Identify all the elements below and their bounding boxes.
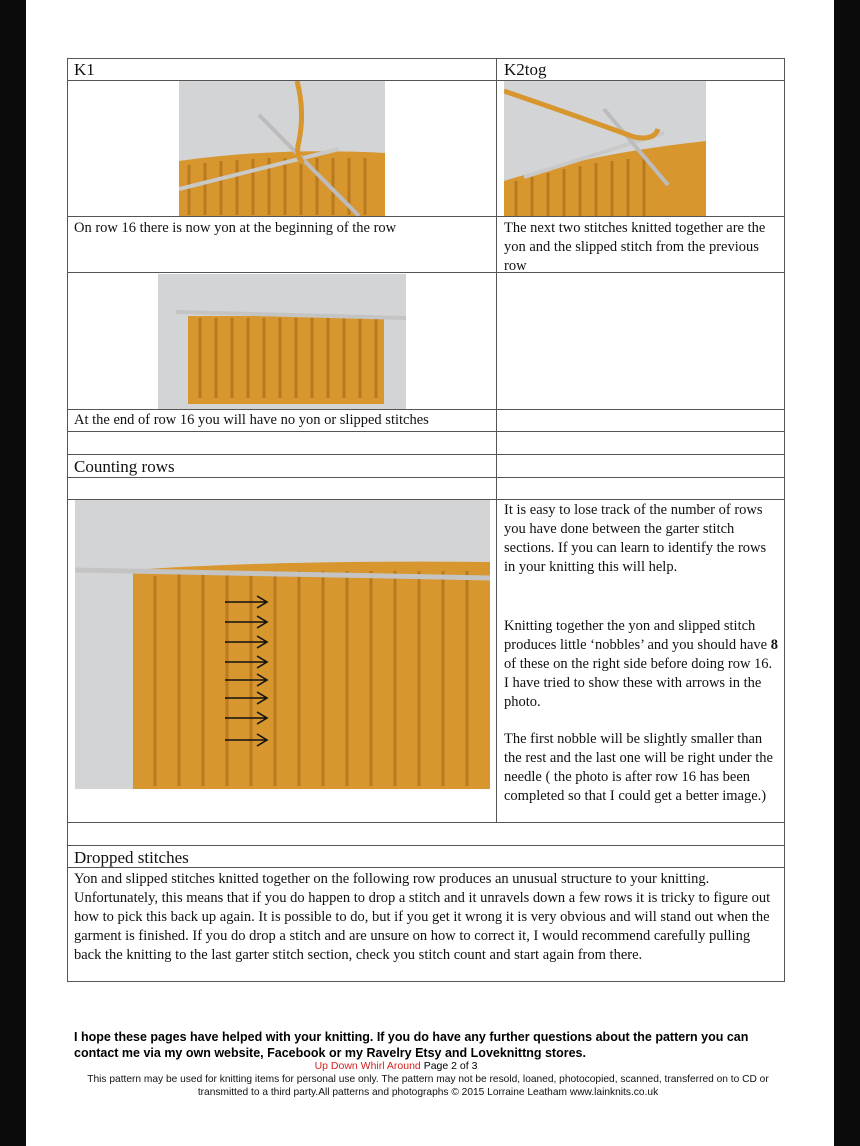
counting-rows-header: Counting rows — [74, 457, 175, 476]
copyright-notice: This pattern may be used for knitting items for personal use only. The pattern may not be resold, loaned, photocopied, scanned, transferred on to CD or transmitted to a third party.All patterns and photographs © 2015 Lorraine Leatham www.lainknits.co.uk — [87, 1074, 769, 1098]
nobble-count: 8 — [770, 637, 778, 653]
k2tog-photo — [504, 81, 706, 216]
k2tog-header: K2tog — [504, 60, 547, 79]
page-footer — [26, 1060, 766, 1073]
pattern-page — [26, 0, 834, 1146]
k1-header: K1 — [74, 60, 95, 79]
counting-para-3: The first nobble will be slightly smaller than the rest and the last one will be right under the needle ( the photo is after row 16 has been completed so that I could get a better image.) — [504, 731, 773, 804]
page-number: Page 2 of 3 — [420, 1060, 478, 1072]
end-row16-photo — [158, 274, 406, 409]
pattern-name: Up Down Whirl Around — [314, 1060, 421, 1072]
row16-left-text: On row 16 there is now yon at the beginning of the row — [74, 220, 397, 236]
row16-right-text: The next two stitches knitted together are the yon and the slipped stitch from the previous row — [504, 220, 766, 274]
k1-photo — [179, 81, 385, 216]
counting-rows-photo — [75, 500, 490, 789]
dropped-stitches-header: Dropped stitches — [74, 848, 189, 867]
dropped-stitches-text: Yon and slipped stitches knitted together on the following row produces an unusual structure to your knitting. Unfortunately, this means that if you do happen to drop a stitch and it unravels down a few rows it is tricky to figure out how to pick this back up again. It is possible to do, but if you get it wrong it is very obvious and will stand out when the garment is finished. If you do drop a stitch and are unsure on how to correct it, I would recommend carefully pulling back the knitting to the last garter stitch section, check you stitch count and start again from there. — [74, 871, 771, 963]
end-row16-text: At the end of row 16 you will have no yon or slipped stitches — [74, 412, 429, 428]
closing-note: I hope these pages have helped with your knitting. If you do have any further questions about the pattern you can contact me via my own website, Facebook or my Ravelry Etsy and Loveknittng stores. — [74, 1030, 749, 1060]
counting-para-1: It is easy to lose track of the number of rows you have done between the garter stitch sections. If you can learn to identify the rows in your knitting this will help. — [504, 502, 767, 575]
counting-para-2: Knitting together the yon and slipped stitch produces little ‘nobbles’ and you should have 8 of these on the right side before doing row 16. I have tried to show these with arrows in the photo. — [504, 618, 778, 710]
